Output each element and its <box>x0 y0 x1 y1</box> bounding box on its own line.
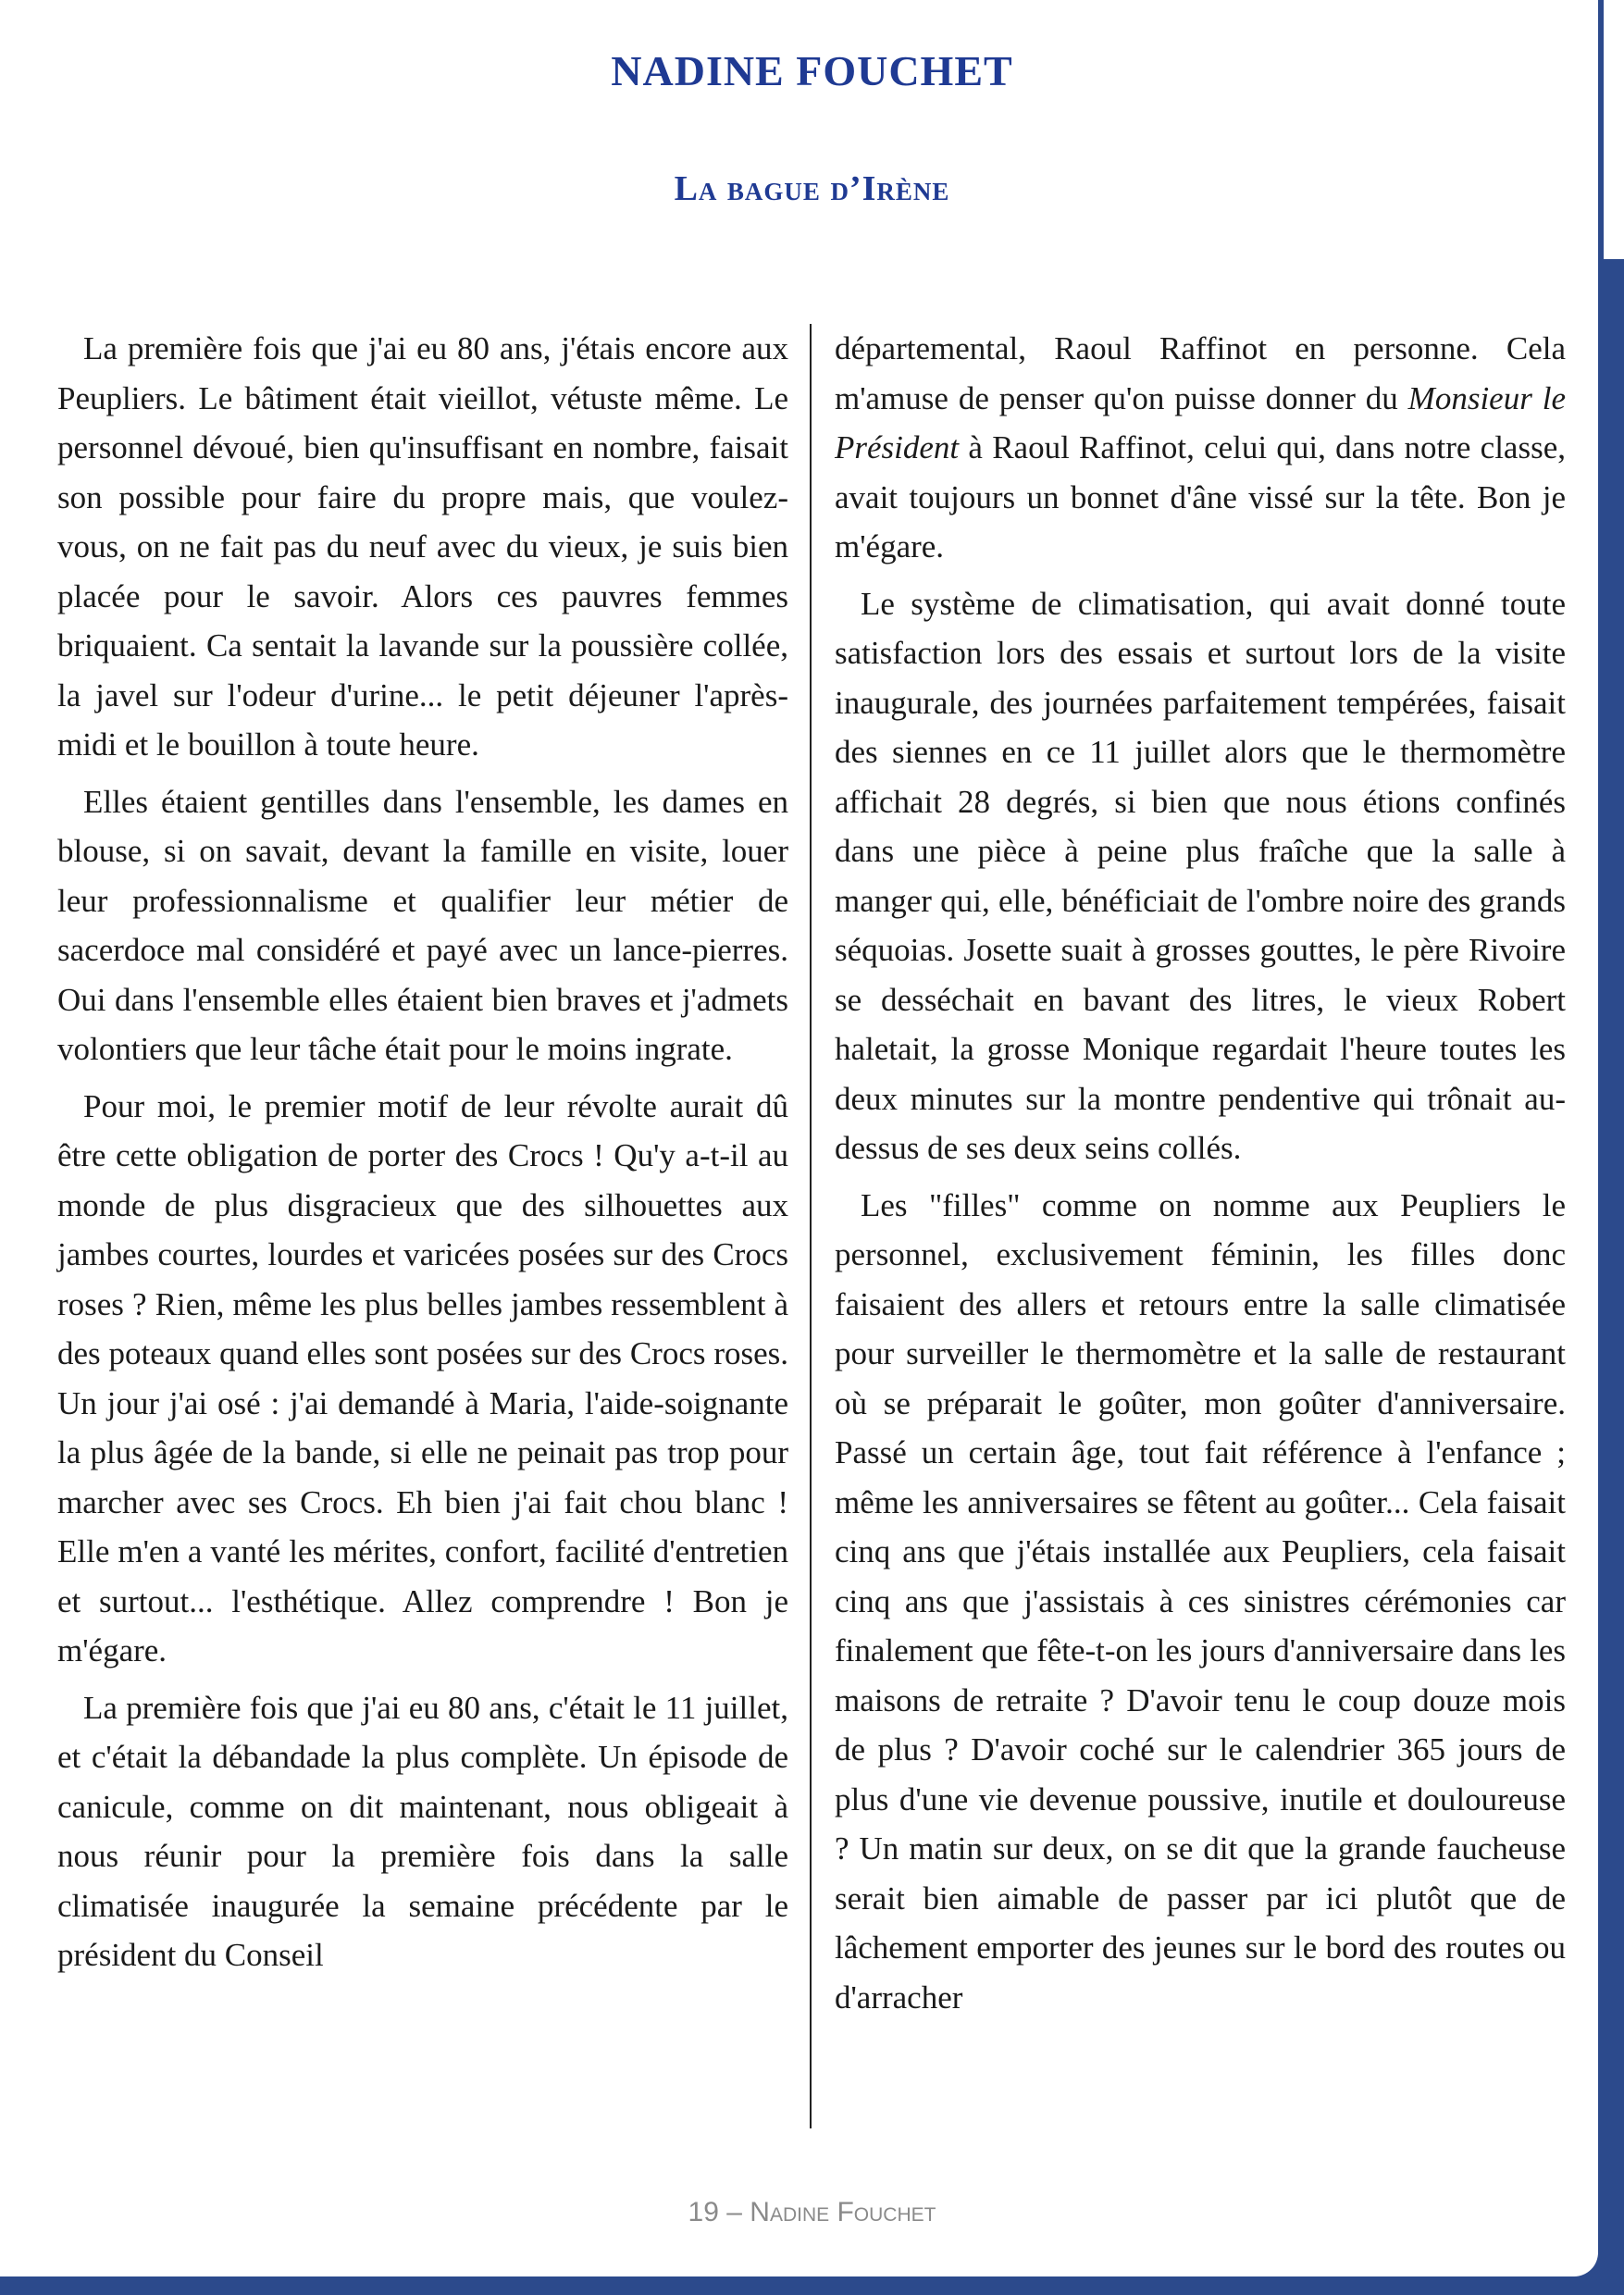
column-divider <box>810 324 812 2128</box>
paragraph: Les "filles" comme on nomme aux Peupliers le personnel, exclusivement féminin, les filles donc faisaient des allers et retours entre la salle climatisée pour surveiller le thermomètre et la salle de restaurant où se préparait le goûter, mon goûter d'anniversaire. Passé un certain âge, tout fait référence à l'enfance ; même les anniversaires se fêtent au goûter... Cela faisait cinq ans que j'étais installée aux Peupliers, cela faisait cinq ans que j'assistais à ces sinistres cérémonies car finalement que fête-t-on les jours d'anniversaire dans les maisons de retraite ? D'avoir tenu le coup douze mois de plus ? D'avoir coché sur le calendrier 365 jours de plus d'une vie devenue poussive, inutile et douloureuse ? Un matin sur deux, on se dit que la grande faucheuse serait bien aimable de passer par ici plutôt que de lâchement emporter des jeunes sur le bord des routes ou d'arracher <box>835 1186 1566 2016</box>
footer-separator: – <box>718 2197 750 2227</box>
paragraph: La première fois que j'ai eu 80 ans, c'était le 11 juillet, et c'était la débandade la plus complète. Un épisode de canicule, comme on dit maintenant, nous obligeait à nous réunir pour la première fois dans la salle climatisée inaugurée la semaine précédente par le président du Conseil <box>57 1689 788 1973</box>
paragraph: Le système de climatisation, qui avait donné toute satisfaction lors des essais et surtout lors de la visite inaugurale, des journées parfaitement tempérées, faisait des siennes en ce 11 juillet alors que le thermomètre affichait 28 degrés, si bien que nous étions confinés dans une pièce à peine plus fraîche que la salle à manger qui, elle, bénéficiait de l'ombre noire des grands séquoias. Josette suait à grosses gouttes, le père Rivoire se desséchait en bavant des litres, le vieux Robert haletait, la grosse Monique regardait l'heure toutes les deux minutes sur la montre pendentive qui trônait au-dessus de ses deux seins collés. <box>835 585 1566 1166</box>
right-column <box>835 324 1566 2029</box>
paragraph: Elles étaient gentilles dans l'ensemble, les dames en blouse, si on savait, devant la famille en visite, louer leur professionnalisme et qualifier leur métier de sacerdoce mal considéré et payé avec un lance-pierres. Oui dans l'ensemble elles étaient bien braves et j'admets volontiers que leur tâche était pour le moins ingrate. <box>57 783 788 1067</box>
story-title: La bague d’Irène <box>674 169 950 208</box>
page-footer <box>0 2197 1624 2228</box>
page-edge-tab <box>1604 0 1624 259</box>
paragraph: La première fois que j'ai eu 80 ans, j'étais encore aux Peupliers. Le bâtiment était vieillot, vétuste même. Le personnel dévoué, bien qu'insuffisant en nombre, faisait son possible pour faire du propre mais, que voulez-vous, on ne fait pas du neuf avec du vieux, je suis bien placée pour le savoir. Alors ces pauvres femmes briquaient. Ca sentait la lavande sur la poussière collée, la javel sur l'odeur d'urine... le petit déjeuner l'après-midi et le bouillon à toute heure. <box>57 330 788 763</box>
text-run: à Raoul Raffinot, celui qui, dans notre classe, avait toujours un bonnet d'âne vissé sur la tête. Bon je m'égare. <box>835 429 1566 564</box>
page-number: 19 <box>688 2197 719 2227</box>
paragraph <box>835 324 1566 572</box>
author-heading: NADINE FOUCHET <box>611 47 1013 94</box>
paragraph: Pour moi, le premier motif de leur révolte aurait dû être cette obligation de porter des Crocs ! Qu'y a-t-il au monde de plus disgracieux que des silhouettes aux jambes courtes, lourdes et varicées posées sur des Crocs roses ? Rien, même les plus belles jambes ressemblent à des poteaux quand elles sont posées sur des Crocs roses. Un jour j'ai osé : j'ai demandé à Maria, l'aide-soignante la plus âgée de la bande, si elle ne peinait pas trop pour marcher avec ses Crocs. Eh bien j'ai fait chou blanc ! Elle m'en a vanté les mérites, confort, facilité d'entretien et surtout... l'esthétique. Allez comprendre ! Bon je m'égare. <box>57 1087 788 1669</box>
footer-author: Nadine Fouchet <box>750 2197 936 2227</box>
italic-title: Monsieur le Président <box>835 379 1566 465</box>
text-run: départemental, Raoul Raffinot en personne. Cela m'amuse de penser qu'on puisse donner du <box>835 330 1566 416</box>
left-column <box>57 324 788 1988</box>
